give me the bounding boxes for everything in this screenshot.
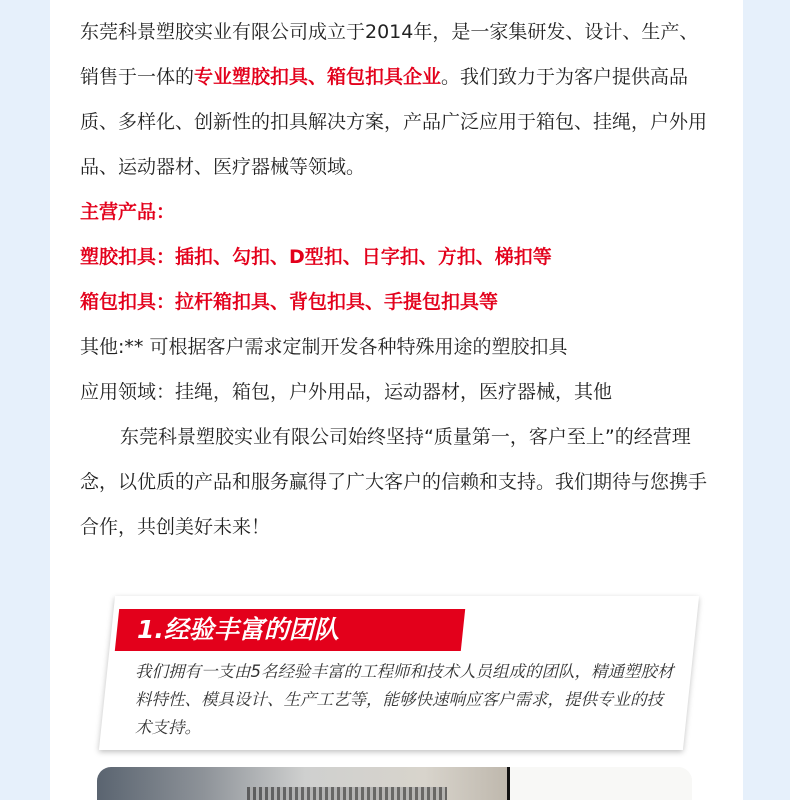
factory-photo — [97, 767, 692, 800]
photo-shelf — [247, 787, 447, 800]
bag-buckles-line: 箱包扣具：拉杆箱扣具、背包扣具、手提包扣具等 — [80, 291, 499, 313]
plastic-buckles-line: 塑胶扣具：插扣、勾扣、D型扣、日字扣、方扣、梯扣等 — [80, 246, 552, 268]
company-intro — [80, 10, 710, 550]
products-heading: 主营产品： — [80, 201, 176, 223]
intro-text-b: 。我们致力于为客户提供高品质、多样化、创新性的扣具解决方案，产品广泛应用于箱包、挂绳，户外用品、运动器材、医疗器械等领域。 — [80, 66, 708, 178]
photo-wall-frame — [507, 767, 692, 800]
feature-card — [107, 596, 691, 750]
closing-paragraph: 东莞科景塑胶实业有限公司始终坚持“质量第一，客户至上”的经营理念，以优质的产品和服务赢得了广大客户的信赖和支持。我们期待与您携手合作，共创美好未来！ — [80, 426, 708, 538]
intro-paragraph — [80, 10, 710, 190]
intro-highlight: 专业塑胶扣具、箱包扣具企业 — [194, 66, 442, 88]
feature-card-body: 我们拥有一支由5名经验丰富的工程师和技术人员组成的团队，精通塑胶材料特性、模具设计、生产工艺等，能够快速响应客户需求，提供专业的技术支持。 — [135, 662, 674, 737]
others-line: 其他:** 可根据客户需求定制开发各种特殊用途的塑胶扣具 — [80, 336, 568, 358]
feature-card-title-banner — [115, 609, 465, 651]
intro-text-a: 东莞科景塑胶实业有限公司成立于2014年，是一家集研发、设计、生产、销售于一体的 — [80, 21, 699, 88]
content-panel — [50, 0, 743, 800]
feature-card-title: 1.经验丰富的团队 — [137, 615, 339, 644]
applications-line: 应用领域：挂绳，箱包，户外用品，运动器材，医疗器械，其他 — [80, 381, 613, 403]
